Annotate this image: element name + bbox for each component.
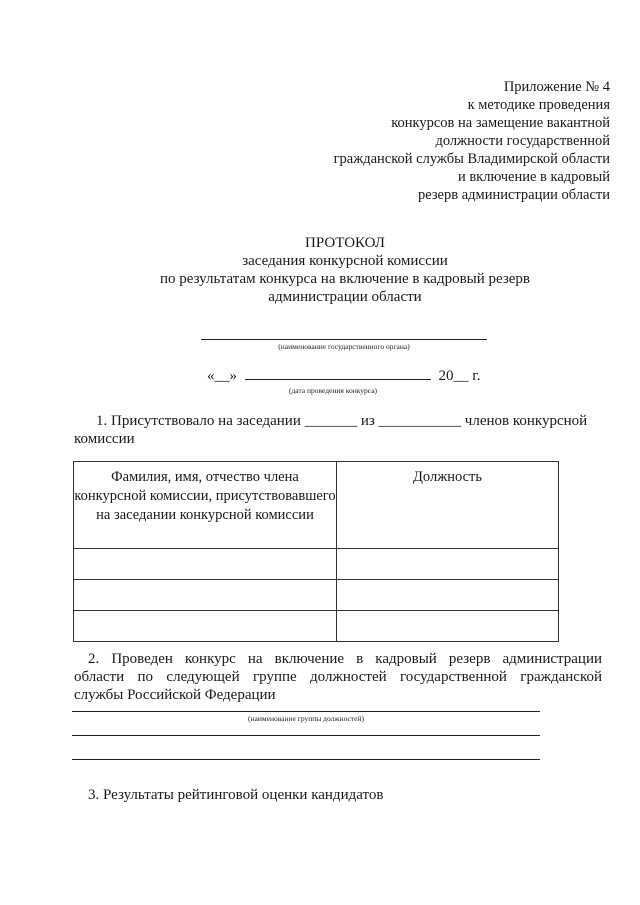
table-row: [74, 611, 559, 642]
group-caption: (наименование группы должностей): [248, 714, 364, 723]
table-cell[interactable]: [74, 580, 337, 611]
table-row: [74, 580, 559, 611]
appendix-line: резерв администрации области: [417, 187, 610, 203]
appendix-line: к методике проведения: [467, 97, 610, 113]
date-year: 20__ г.: [438, 368, 481, 384]
table-cell[interactable]: [74, 549, 337, 580]
section-2: [74, 650, 602, 704]
document-title: [0, 234, 640, 306]
header-position: Должность: [337, 462, 559, 549]
group-blank-line[interactable]: [72, 759, 540, 760]
appendix-line: Приложение № 4: [503, 79, 610, 95]
appendix-line: гражданской службы Владимирской области: [333, 151, 610, 167]
table-row: [74, 549, 559, 580]
section-1-line: 1. Присутствовало на заседании _______ из ___________ членов конкурсной: [96, 413, 588, 429]
title-line: администрации области: [268, 289, 422, 305]
table-cell[interactable]: [337, 611, 559, 642]
date-month-blank[interactable]: [245, 379, 431, 380]
protocol-heading: ПРОТОКОЛ: [305, 235, 385, 251]
table-header-row: [74, 462, 559, 549]
organ-blank-line[interactable]: [201, 339, 487, 340]
header-member-name: Фамилия, имя, отчество члена конкурсной комиссии, присутствовавшего на заседании конкурсной комиссии: [74, 462, 337, 549]
members-table: [73, 461, 559, 642]
section-3: 3. Результаты рейтинговой оценки кандидатов: [88, 787, 384, 803]
group-blank-line[interactable]: [72, 711, 540, 712]
organ-caption: (наименование государственного органа): [278, 342, 410, 351]
appendix-line: должности государственной: [435, 133, 610, 149]
appendix-line: и включение в кадровый: [457, 169, 610, 185]
table-cell[interactable]: [337, 549, 559, 580]
appendix-note: [334, 78, 610, 204]
table-cell[interactable]: [337, 580, 559, 611]
date-caption: (дата проведения конкурса): [288, 386, 378, 395]
appendix-line: конкурсов на замещение вакантной: [391, 115, 610, 131]
section-2-line: 2. Проведен конкурс на включение в кадровый резерв администрации: [88, 651, 602, 667]
title-line: по результатам конкурса на включение в кадровый резерв: [159, 271, 531, 287]
group-blank-line[interactable]: [72, 735, 540, 736]
section-1: [74, 412, 594, 448]
section-1-line: комиссии: [74, 431, 135, 447]
date-day-blank[interactable]: «__»: [207, 368, 237, 384]
section-2-line: службы Российской Федерации: [74, 687, 276, 703]
table-cell[interactable]: [74, 611, 337, 642]
date-row: [207, 368, 480, 385]
title-line: заседания конкурсной комиссии: [242, 253, 448, 269]
section-2-line: области по следующей группе должностей государственной гражданской: [74, 669, 602, 685]
